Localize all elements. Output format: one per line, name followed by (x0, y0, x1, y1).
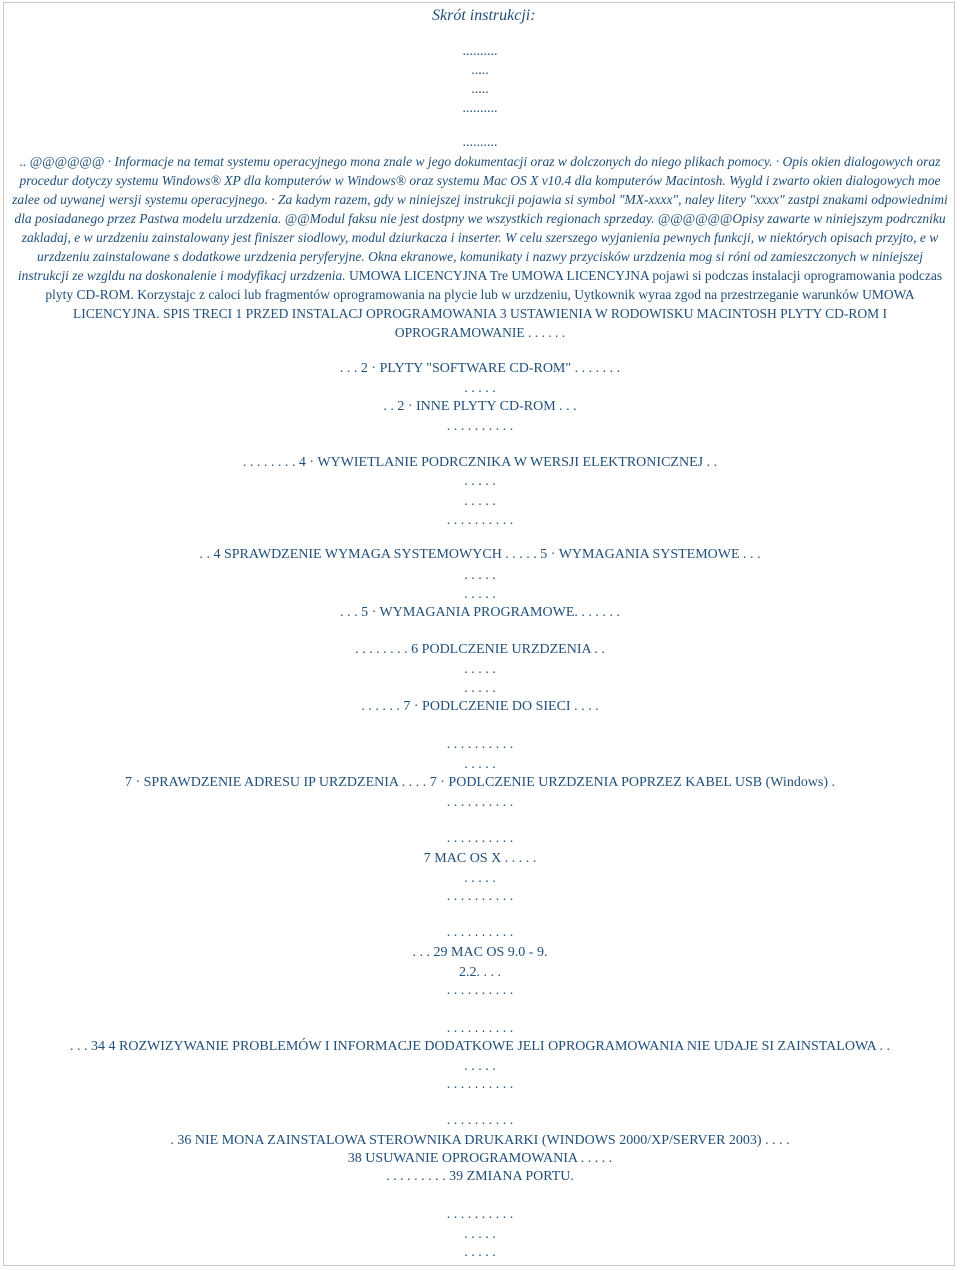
toc-line: . . . . . . . . 6 PODLCZENIE URZDZENIA . . (355, 642, 605, 657)
dot-line: .......... (462, 44, 498, 59)
toc-line: . 36 NIE MONA ZAINSTALOWA STEROWNIKA DRUKARKI (WINDOWS 2000/XP/SERVER 2003) . . . . (170, 1133, 790, 1148)
toc-line: . . . . . . . . . . (446, 737, 514, 752)
toc-line: . . . . . . . . 4 · WYWIETLANIE PODRCZNIKA W WERSJI ELEKTRONICZNEJ . . (242, 455, 718, 470)
toc-line: . . . . . . . . . . (446, 513, 514, 528)
toc-line: . . . . . . . . . . (446, 1207, 514, 1222)
toc-line: . . . . . (464, 381, 496, 396)
intro-paragraph (10, 152, 950, 342)
toc-line: . . . . . (464, 662, 496, 677)
toc-line: . . . . . (464, 1245, 496, 1260)
toc-line: . . . . . . . . . . (446, 925, 514, 940)
toc-line: . . . 2 · PLYTY "SOFTWARE CD-ROM" . . . . . . . (339, 361, 621, 376)
toc-line: . . . 34 4 ROZWIZYWANIE PROBLEMÓW I INFORMACJE DODATKOWE JELI OPROGRAMOWANIA NIE UDAJE SI ZAINSTALOWA . . (70, 1039, 890, 1054)
toc-line: . . . . . . . . . . (446, 889, 514, 904)
toc-line: . . . 29 MAC OS 9.0 - 9. (412, 945, 548, 960)
toc-line: . . . . . (464, 871, 496, 886)
toc-line: . . . 5 · WYMAGANIA PROGRAMOWE. . . . . . . (340, 605, 620, 620)
intro-italic-text: .. @@@@@@ · Informacje na temat systemu operacyjnego mona znale w jego dokumentacji oraz w dolczonych do niego plikach pomocy. · Opis okien dialogowych oraz procedur dotyczy systemu Windows® XP dla komputerów w Windows® oraz systemu Mac OS X v10.4 dla komputerów Macintosh. Wygld i zwarto okien dialogowych moe zalee od uywanej wersji systemu operacyjnego. · Za kadym razem, gdy w niniejszej instrukcji pojawia si symbol "MX-xxxx", naley litery "xxxx" zastpi znakami odpowiednimi dla posiadanego przez Pastwa modelu urzdzenia. @@Modul faksu nie jest dostpny we wszystkich regionach sprzeday. @@@@@@Opisy zawarte w niniejszym podrczniku zakladaj, e w urzdzeniu zainstalowany jest finiszer siodlowy, modul dziurkacza i inserter. W celu szerszego wyjanienia pewnych funkcji, w niektórych opisach przyjto, e w urzdzeniu zainstalowane s dodatkowe urzdzenia peryferyjne. Okna ekranowe, komunikaty i nazwy przycisków urzdzenia mog si róni od zamieszczonych w niniejszej instrukcji ze wzgldu na doskonalenie i modyfikacj urzdzenia. (12, 154, 948, 283)
dot-line: ..... (471, 63, 489, 78)
toc-line: . . . . . (464, 1227, 496, 1242)
dot-line: ..... (471, 82, 489, 97)
toc-line: . . 2 · INNE PLYTY CD-ROM . . . (383, 399, 577, 414)
toc-line: . . . . . (464, 494, 496, 509)
toc-line: . . . . . . 7 · PODLCZENIE DO SIECI . . . . (361, 699, 599, 714)
dot-line: .......... (462, 135, 498, 150)
toc-line: 2.2. . . . (459, 965, 501, 980)
toc-line: 38 USUWANIE OPROGRAMOWANIA . . . . . (347, 1151, 613, 1166)
toc-line: . . . . . (464, 568, 496, 583)
toc-line: 7 MAC OS X . . . . . (423, 851, 537, 866)
toc-line: . . . . . . . . . . (446, 831, 514, 846)
toc-line: . . . . . . . . . . (446, 1077, 514, 1092)
document-page (3, 2, 955, 1266)
toc-line: . . . . . (464, 474, 496, 489)
page-title: Skrót instrukcji: (432, 7, 536, 24)
toc-line: . . . . . (464, 681, 496, 696)
toc-line: . . 4 SPRAWDZENIE WYMAGA SYSTEMOWYCH . . . . . 5 · WYMAGANIA SYSTEMOWE . . . (199, 547, 761, 562)
toc-line: . . . . . . . . . 39 ZMIANA PORTU. (386, 1169, 574, 1184)
toc-line: . . . . . (464, 1059, 496, 1074)
toc-line: . . . . . . . . . . (446, 419, 514, 434)
toc-line: . . . . . . . . . . (446, 983, 514, 998)
intro-license-text: UMOWA LICENCYJNA Tre UMOWA LICENCYJNA pojawi si podczas instalacji oprogramowania podczas plyty CD-ROM. Korzystajc z caloci lub fragmentów oprogramowania na plycie lub w urzdzeniu, Uytkownik wyraa zgod na przestrzeganie warunków UMOWA LICENCYJNA. SPIS TRECI 1 PRZED INSTALACJ OPROGRAMOWANIA 3 USTAWIENIA W RODOWISKU MACINTOSH PLYTY CD-ROM I OPROGRAMOWANIE . . . . . . (45, 268, 943, 340)
toc-line: . . . . . . . . . . (446, 1021, 514, 1036)
toc-line: . . . . . . . . . . (446, 795, 514, 810)
toc-line: . . . . . (464, 587, 496, 602)
toc-line: . . . . . (464, 757, 496, 772)
toc-line: . . . . . . . . . . (446, 1113, 514, 1128)
dot-line: .......... (462, 101, 498, 116)
toc-line: 7 · SPRAWDZENIE ADRESU IP URZDZENIA . . . . 7 · PODLCZENIE URZDZENIA POPRZEZ KABEL USB (Windows) . (124, 775, 836, 790)
